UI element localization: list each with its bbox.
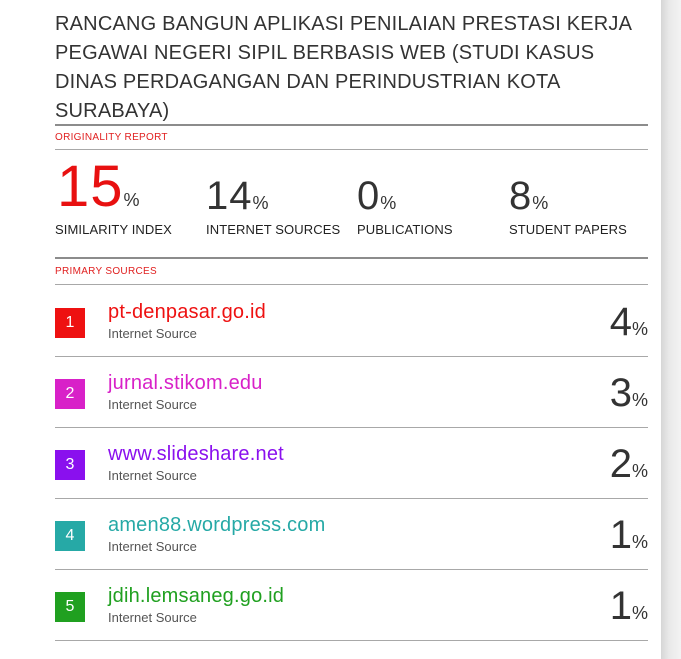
internet-sources-number: 14: [206, 174, 253, 218]
source-row: [55, 499, 648, 570]
page-edge-shadow: [661, 0, 681, 659]
internet-sources-label: INTERNET SOURCES: [206, 222, 341, 237]
source-percent: [610, 371, 648, 415]
source-type: Internet Source: [108, 539, 197, 554]
source-percent-value: 2: [609, 442, 632, 486]
divider: [55, 149, 648, 150]
divider: [55, 124, 648, 126]
source-percent-unit: %: [631, 603, 648, 623]
source-percent-unit: %: [631, 319, 648, 339]
source-percent: [610, 584, 648, 628]
divider: [55, 257, 648, 259]
similarity-index-number: 15: [57, 154, 124, 219]
student-papers-unit: %: [532, 193, 549, 213]
divider: [55, 284, 648, 285]
source-link[interactable]: amen88.wordpress.com: [108, 514, 326, 536]
source-link[interactable]: pt-denpasar.go.id: [108, 301, 266, 323]
originality-report-label: ORIGINALITY REPORT: [55, 132, 168, 143]
source-type: Internet Source: [108, 397, 197, 412]
student-papers-label: STUDENT PAPERS: [509, 222, 627, 237]
internet-sources-value: [206, 174, 269, 218]
source-percent: [610, 513, 648, 557]
source-rank-badge: 4: [55, 521, 85, 551]
source-rank-badge: 3: [55, 450, 85, 480]
source-percent: [610, 442, 648, 486]
source-type: Internet Source: [108, 468, 197, 483]
source-percent-value: 4: [609, 300, 632, 344]
publications-unit: %: [380, 193, 397, 213]
source-percent-unit: %: [631, 390, 648, 410]
source-link[interactable]: www.slideshare.net: [108, 443, 284, 465]
primary-sources-label: PRIMARY SOURCES: [55, 266, 157, 277]
source-rank-badge: 1: [55, 308, 85, 338]
source-row: [55, 357, 648, 428]
similarity-index-label: SIMILARITY INDEX: [55, 222, 172, 237]
source-row: [55, 570, 648, 641]
publications-number: 0: [357, 174, 381, 218]
source-percent-unit: %: [631, 461, 648, 481]
source-rank-badge: 5: [55, 592, 85, 622]
publications-value: [357, 174, 396, 218]
source-percent: [610, 300, 648, 344]
source-type: Internet Source: [108, 326, 197, 341]
source-row: [55, 428, 648, 499]
student-papers-value: [509, 174, 548, 218]
source-type: Internet Source: [108, 610, 197, 625]
divider: [55, 640, 648, 641]
source-link[interactable]: jurnal.stikom.edu: [108, 372, 263, 394]
publications-label: PUBLICATIONS: [357, 222, 453, 237]
source-percent-value: 1: [609, 513, 632, 557]
source-link[interactable]: jdih.lemsaneg.go.id: [108, 585, 285, 607]
student-papers-number: 8: [509, 174, 533, 218]
source-rank-badge: 2: [55, 379, 85, 409]
source-row: [55, 286, 648, 357]
source-percent-unit: %: [631, 532, 648, 552]
internet-sources-unit: %: [252, 193, 269, 213]
source-percent-value: 1: [609, 584, 632, 628]
source-percent-value: 3: [609, 371, 632, 415]
similarity-index-value: [57, 154, 140, 219]
document-title: RANCANG BANGUN APLIKASI PENILAIAN PRESTASI KERJA PEGAWAI NEGERI SIPIL BERBASIS WEB (STUDI KASUS DINAS PERDAGANGAN DAN PERINDUSTRIAN KOTA SURABAYA): [55, 13, 632, 122]
similarity-index-unit: %: [123, 190, 140, 210]
